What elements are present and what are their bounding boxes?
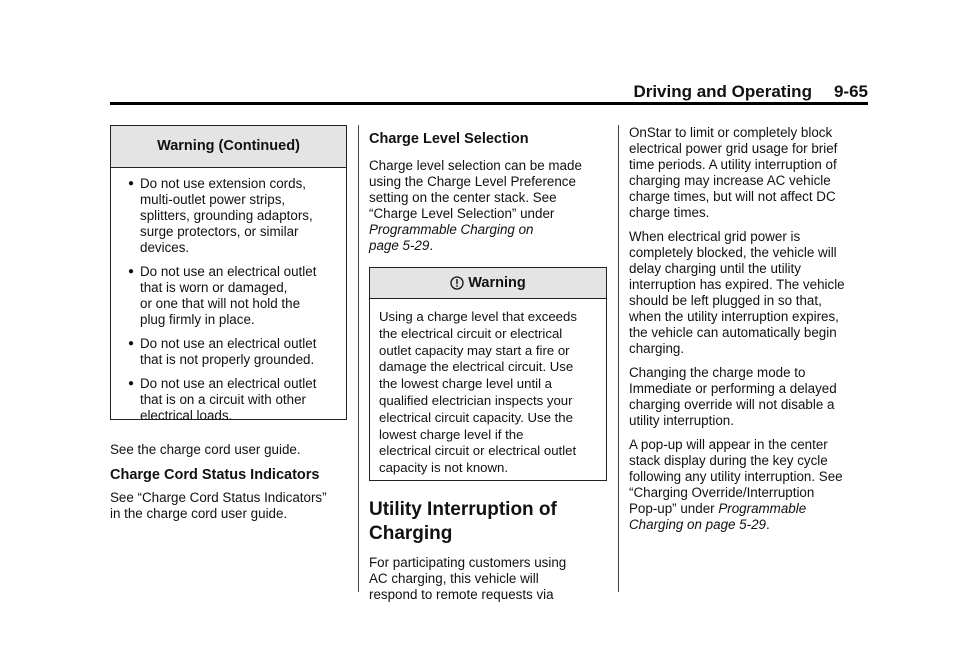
paragraph-onstar (629, 125, 869, 221)
see-guide-text: See the charge cord user guide. (110, 442, 301, 457)
text-line: respond to remote requests via (369, 587, 554, 602)
text-line: lowest charge level if the (379, 426, 524, 442)
column-divider-1 (358, 125, 359, 592)
warning-bullet (119, 176, 338, 256)
bullet-line: multi-outlet power strips, (140, 192, 286, 207)
section-title: Driving and Operating (633, 82, 812, 101)
text-line: electrical power grid usage for brief (629, 141, 838, 156)
text-line: should be left plugged in so that, (629, 293, 822, 308)
text-line: using the Charge Level Preference (369, 174, 576, 189)
bullet-line: Do not use an electrical outlet (140, 264, 317, 279)
cross-reference-link[interactable]: Charging on page 5-29 (629, 517, 766, 532)
text-line: qualified electrician inspects your (379, 392, 573, 408)
text-line: capacity is not known. (379, 460, 509, 476)
text-line: Pop-up” under (629, 501, 719, 516)
bullet-dot-icon: ● (128, 378, 135, 389)
cross-reference-link[interactable]: page 5-29 (369, 238, 430, 253)
page-number: 9-65 (833, 82, 868, 101)
text-line: charging override will not disable a (629, 397, 835, 412)
text-line: setting on the center stack. See (369, 190, 557, 205)
text-line: See “Charge Cord Status Indicators” (110, 490, 327, 505)
bullet-line: Do not use an electrical outlet (140, 376, 317, 391)
bullet-line: plug firmly in place. (140, 312, 255, 327)
warning-continued-box (110, 125, 347, 423)
text-line: utility interruption. (629, 413, 734, 428)
text-line: charging may increase AC vehicle (629, 173, 831, 188)
utility-interruption-text (369, 555, 607, 603)
text-line: in the charge cord user guide. (110, 506, 288, 521)
warning-box-header (370, 268, 606, 299)
warning-bullet (119, 336, 338, 368)
column-divider-2 (618, 125, 619, 592)
text-line: OnStar to limit or completely block (629, 125, 833, 140)
text-line: damage the electrical circuit. Use (379, 359, 574, 375)
status-indicators-heading: Charge Cord Status Indicators (110, 467, 320, 483)
text-line: charge times. (629, 205, 710, 220)
paragraph-grid-blocked (629, 229, 869, 357)
text-line: Charge level selection can be made (369, 158, 582, 173)
text-line: time periods. A utility interruption of (629, 157, 837, 172)
bullet-line: devices. (140, 240, 190, 255)
column-1 (110, 125, 347, 530)
text-line: interruption has expired. The vehicle (629, 277, 845, 292)
text-line: “Charge Level Selection” under (369, 206, 555, 221)
bullet-line: Do not use extension cords, (140, 176, 306, 191)
cross-reference-link[interactable]: Programmable Charging on (369, 222, 534, 237)
text-line: outlet capacity may start a fire or (379, 342, 570, 358)
text-line: charging. (629, 341, 685, 356)
heading-line: Utility Interruption of (369, 499, 557, 520)
header-rule (110, 102, 868, 105)
paragraph-charge-mode (629, 365, 869, 429)
text-line: the vehicle can automatically begin (629, 325, 837, 340)
text-line: . (766, 517, 770, 532)
text-line: following any utility interruption. See (629, 469, 843, 484)
text-line: stack display during the key cycle (629, 453, 828, 468)
text-line: electrical circuit or electrical outlet (379, 443, 577, 459)
cross-reference-link[interactable]: Programmable (718, 501, 807, 516)
status-indicators-text (110, 490, 347, 522)
heading-line: Charging (369, 523, 453, 544)
text-line: completely blocked, the vehicle will (629, 245, 837, 260)
utility-interruption-heading (369, 498, 607, 546)
bullet-line: or one that will not hold the (140, 296, 301, 311)
warning-circle-icon (450, 276, 464, 290)
text-line: AC charging, this vehicle will (369, 571, 539, 586)
bullet-line: Do not use an electrical outlet (140, 336, 317, 351)
text-line: Using a charge level that exceeds (379, 309, 577, 324)
bullet-dot-icon: ● (128, 178, 135, 189)
text-line: For participating customers using (369, 555, 567, 570)
bullet-line: splitters, grounding adaptors, (140, 208, 313, 223)
text-line: when the utility interruption expires, (629, 309, 839, 324)
bullet-line: surge protectors, or similar (140, 224, 299, 239)
warning-continued-body (111, 168, 346, 432)
paragraph-popup (629, 437, 869, 533)
warning-body (370, 299, 606, 485)
warning-continued-title: Warning (Continued) (111, 126, 346, 168)
text-line: . (429, 238, 434, 253)
bullet-dot-icon: ● (128, 266, 135, 277)
bullet-line: that is on a circuit with other (140, 392, 306, 407)
warning-bullet (119, 264, 338, 328)
charge-level-text (369, 158, 607, 254)
text-line: the electrical circuit or electrical (379, 325, 563, 341)
bullet-dot-icon: ● (128, 338, 135, 349)
text-line: Changing the charge mode to (629, 365, 806, 380)
charge-level-heading: Charge Level Selection (369, 131, 529, 147)
text-line: When electrical grid power is (629, 229, 801, 244)
text-line: Immediate or performing a delayed (629, 381, 837, 396)
text-line: charge times, but will not affect DC (629, 189, 836, 204)
warning-title: Warning (468, 275, 526, 291)
text-line: delay charging until the utility (629, 261, 801, 276)
bullet-line: electrical loads. (140, 408, 233, 423)
text-line: the lowest charge level until a (379, 376, 553, 392)
warning-bullet (119, 376, 338, 424)
column-2 (369, 125, 607, 611)
column-3 (629, 125, 869, 541)
page-header (110, 80, 868, 104)
warning-box (369, 267, 607, 481)
text-line: electrical circuit capacity. Use the (379, 409, 573, 425)
bullet-line: that is not properly grounded. (140, 352, 315, 367)
text-line: “Charging Override/Interruption (629, 485, 815, 500)
bullet-line: that is worn or damaged, (140, 280, 288, 295)
text-line: A pop-up will appear in the center (629, 437, 828, 452)
